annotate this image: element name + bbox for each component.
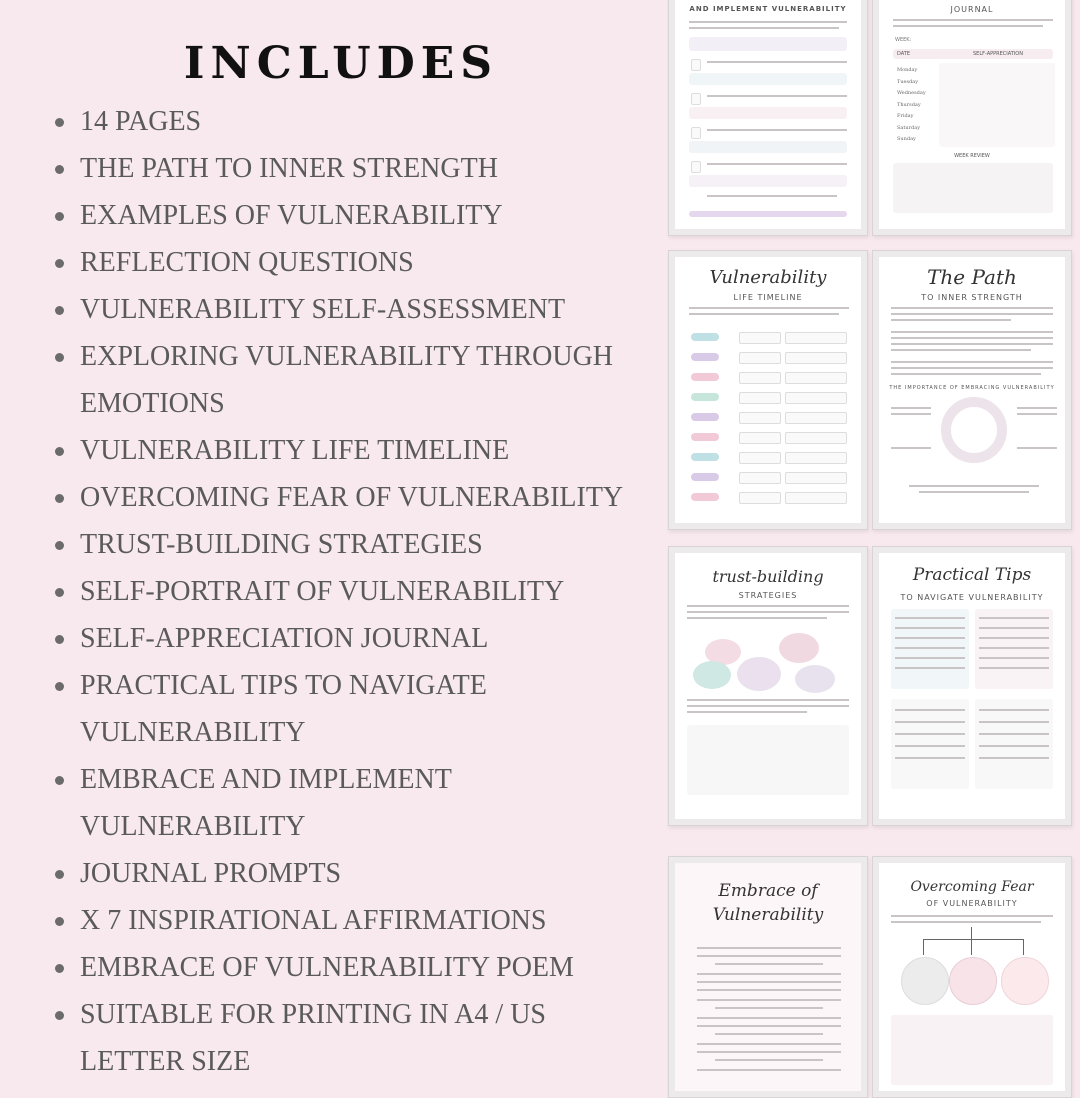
list-item: LETTER SIZE [80,1046,251,1077]
day-label: Monday [897,67,918,73]
list-item: VULNERABILITY SELF-ASSESSMENT [0,286,650,333]
preview-embrace-poem [668,856,868,1098]
preview-embrace-implement [668,0,868,236]
self-appreciation-label: SELF-APPRECIATION [973,51,1023,57]
preview-page [675,257,861,523]
preview-section-title: THE IMPORTANCE OF EMBRACING VULNERABILITY [889,385,1055,391]
day-label: Tuesday [897,78,919,85]
preview-page [879,863,1065,1091]
preview-page [879,257,1065,523]
week-review-label: WEEK REVIEW [954,153,990,159]
preview-overcoming-fear [872,856,1072,1098]
day-label: Sunday [897,136,916,142]
day-label: Friday [897,113,914,119]
week-label: WEEK: [895,37,912,43]
preview-page [675,553,861,819]
list-item: VULNERABILITY LIFE TIMELINE [0,427,650,474]
list-item: REFLECTION QUESTIONS [0,239,650,286]
cycle-diagram-icon [941,397,1007,463]
preview-subtitle: STRATEGIES [738,591,798,600]
preview-page [675,0,861,229]
list-item: THE PATH TO INNER STRENGTH [0,145,650,192]
day-label: Saturday [897,124,921,131]
list-item: EMBRACE OF VULNERABILITY POEM [0,944,650,991]
list-item: SELF-PORTRAIT OF VULNERABILITY [0,568,650,615]
fear-circle [901,957,949,1005]
page-previews [660,0,1080,1080]
preview-script-title: Practical Tips [912,565,1032,585]
fear-circle [1001,957,1049,1005]
list-item: EMBRACE AND IMPLEMENT [0,756,650,803]
preview-the-path [872,250,1072,530]
preview-script-title: The Path [927,265,1017,289]
preview-subtitle: TO INNER STRENGTH [921,293,1023,302]
list-item: JOURNAL PROMPTS [0,850,650,897]
preview-subtitle: OF VULNERABILITY [926,899,1018,908]
fear-circle [949,957,997,1005]
list-item: SELF-APPRECIATION JOURNAL [0,615,650,662]
preview-life-timeline [668,250,868,530]
preview-script-title: Vulnerability [709,267,827,288]
preview-subtitle: LIFE TIMELINE [733,293,803,302]
preview-practical-tips [872,546,1072,826]
list-item: OVERCOMING FEAR OF VULNERABILITY [0,474,650,521]
preview-title: JOURNAL [950,5,994,14]
list-item: VULNERABILITY [80,811,306,842]
preview-subtitle: TO NAVIGATE VULNERABILITY [900,593,1044,602]
list-item: VULNERABILITY [80,717,306,748]
day-label: Thursday [897,101,921,108]
preview-script-title: trust-building [712,567,824,586]
preview-page [879,553,1065,819]
includes-heading: INCLUDES [183,38,499,89]
preview-script-title: Overcoming Fear [910,879,1034,895]
list-item: EMOTIONS [80,388,225,419]
preview-script-title: Embrace of [718,881,818,901]
date-label: DATE [897,51,911,57]
list-item: EXPLORING VULNERABILITY THROUGH [0,333,650,380]
preview-script-title: Vulnerability [712,905,824,925]
preview-title: AND IMPLEMENT VULNERABILITY [689,5,847,13]
includes-list [0,98,650,1085]
list-item: TRUST-BUILDING STRATEGIES [0,521,650,568]
list-item: SUITABLE FOR PRINTING IN A4 / US [0,991,650,1038]
days-list [897,65,926,146]
preview-trust-building [668,546,868,826]
list-item: X 7 INSPIRATIONAL AFFIRMATIONS [0,897,650,944]
list-item: PRACTICAL TIPS TO NAVIGATE [0,662,650,709]
list-item: EXAMPLES OF VULNERABILITY [0,192,650,239]
preview-journal [872,0,1072,236]
day-label: Wednesday [897,90,926,96]
preview-page [879,0,1065,229]
list-item: 14 PAGES [0,98,650,145]
preview-page [675,863,861,1091]
